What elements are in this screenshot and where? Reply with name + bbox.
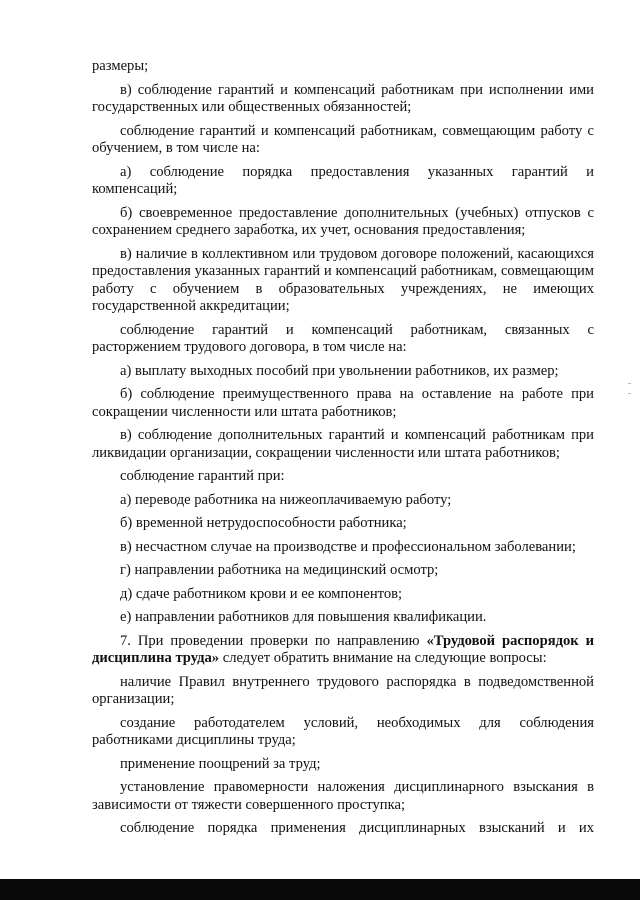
section-7-heading-paragraph [92,633,594,668]
paragraph: установление правомерности наложения дисциплинарного взыскания в зависимости от тяжести совершенного проступка; [92,779,594,813]
scan-bottom-border [0,879,640,900]
paragraph: а) выплату выходных пособий при увольнении работников, их размер; [120,362,559,379]
paragraph: размеры; [92,58,149,74]
paragraph: в) соблюдение гарантий и компенсаций работникам при исполнении ими государственных или общественных обязанностей; [92,81,594,115]
paragraph: применение поощрений за труд; [120,755,321,772]
paragraph: в) несчастном случае на производстве и профессиональном заболевании; [120,538,576,555]
scan-edge-mark [628,393,631,394]
paragraph: соблюдение гарантий при: [120,468,285,484]
document-body [92,58,594,844]
section-7-lead: 7. При проведении проверки по направлению [120,632,427,649]
paragraph: б) временной нетрудоспособности работника; [120,515,407,531]
paragraph: соблюдение порядка применения дисциплинарных взысканий и их [120,820,594,836]
section-7-title: «Трудовой распорядок и дисциплина труда» [92,632,594,666]
scan-edge-mark [628,383,631,384]
paragraph: в) наличие в коллективном или трудовом договоре положений, касающихся предоставления указанных гарантий и компенсаций работникам, совмещающим работу с обучением в образовательных учреждениях, не имеющих государственной аккредитации; [92,245,594,314]
paragraph: создание работодателем условий, необходимых для соблюдения работниками дисциплины труда; [92,714,594,748]
paragraph: в) соблюдение дополнительных гарантий и компенсаций работникам при ликвидации организации, сокращении численности или штата работников; [92,427,594,461]
paragraph: г) направлении работника на медицинский осмотр; [120,562,439,578]
paragraph: соблюдение гарантий и компенсаций работникам, совмещающим работу с обучением, в том числе на: [92,122,594,156]
paragraph: б) своевременное предоставление дополнительных (учебных) отпусков с сохранением среднего заработка, их учет, основания предоставления; [92,204,594,238]
paragraph: а) переводе работника на нижеоплачиваемую работу; [120,491,452,508]
section-7-tail: следует обратить внимание на следующие вопросы: [219,650,547,666]
paragraph: б) соблюдение преимущественного права на оставление на работе при сокращении численности или штата работников; [92,386,594,420]
paragraph: наличие Правил внутреннего трудового распорядка в подведомственной организации; [92,673,594,707]
paragraph: д) сдаче работником крови и ее компонентов; [120,585,403,602]
paragraph: е) направлении работников для повышения квалификации. [120,609,487,625]
paragraph: а) соблюдение порядка предоставления указанных гарантий и компенсаций; [92,163,594,197]
paragraph: соблюдение гарантий и компенсаций работникам, связанных с расторжением трудового договора, в том числе на: [92,321,594,355]
